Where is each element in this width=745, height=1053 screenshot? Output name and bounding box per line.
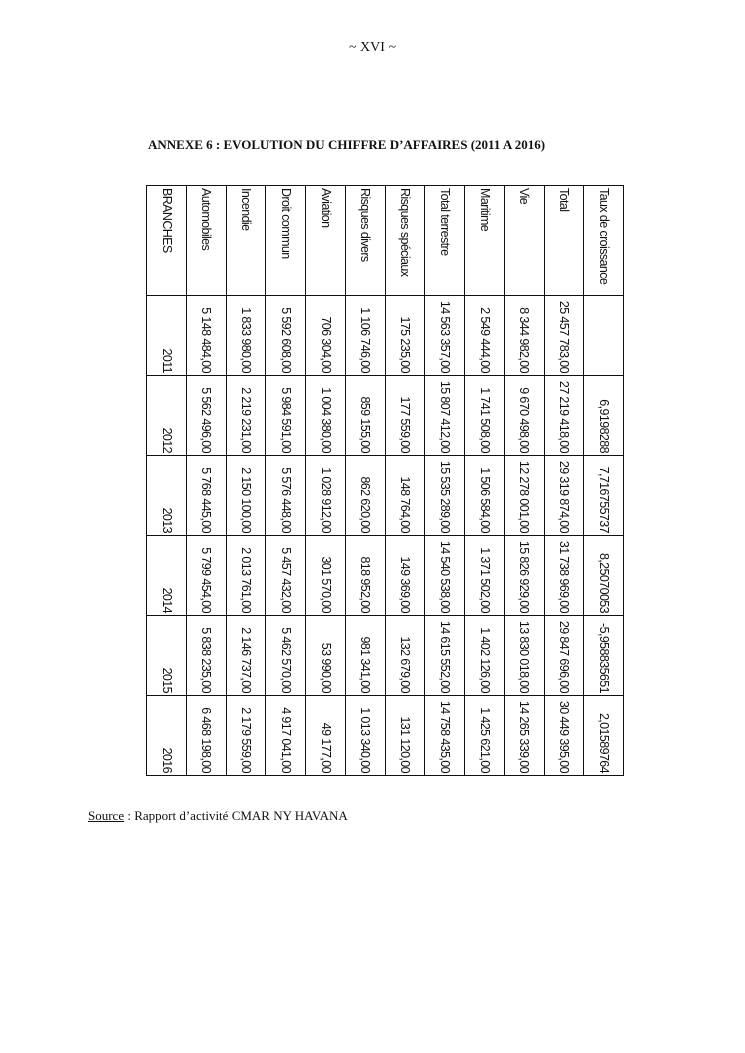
value-cell: 14 615 552,00 [425,616,465,696]
value-cell: 14 758 435,00 [425,696,465,776]
value-cell: 5 576 448,00 [266,456,306,536]
value-cell: 149 369,00 [385,536,425,616]
table-container [146,185,624,775]
value-cell: 1 833 980,00 [226,296,266,376]
table-row [186,186,226,776]
value-cell: 1 028 912,00 [306,456,346,536]
value-cell: 148 764,00 [385,456,425,536]
table-row [504,186,544,776]
value-cell: 5 148 484,00 [186,296,226,376]
value-cell: 5 838 235,00 [186,616,226,696]
value-cell: 1 106 746,00 [345,296,385,376]
branch-name: Total [544,186,584,296]
value-cell: 2 179 559,00 [226,696,266,776]
table-row [584,186,624,776]
value-cell: 8 344 982,00 [504,296,544,376]
value-cell: 5 768 445,00 [186,456,226,536]
value-cell: 31 738 969,00 [544,536,584,616]
value-cell: 5 462 570,00 [266,616,306,696]
value-cell: 14 540 538,00 [425,536,465,616]
value-cell: 13 830 018,00 [504,616,544,696]
header-branches: BRANCHES [147,186,187,296]
value-cell: 15 535 289,00 [425,456,465,536]
table-row [226,186,266,776]
value-cell: 27 219 418,00 [544,376,584,456]
table-row [385,186,425,776]
value-cell: 1 371 502,00 [465,536,505,616]
value-cell: 9 670 498,00 [504,376,544,456]
value-cell: 53 990,00 [306,616,346,696]
value-cell: 6 468 198,00 [186,696,226,776]
value-cell [584,296,624,376]
value-cell: 1 004 380,00 [306,376,346,456]
value-cell: 25 457 783,00 [544,296,584,376]
header-year: 2014 [147,536,187,616]
value-cell: 14 265 339,00 [504,696,544,776]
header-year: 2011 [147,296,187,376]
header-year: 2016 [147,696,187,776]
value-cell: 1 506 584,00 [465,456,505,536]
value-cell: 1 013 340,00 [345,696,385,776]
value-cell: 5 592 608,00 [266,296,306,376]
value-cell: 2,01589764 [584,696,624,776]
value-cell: 7,716755737 [584,456,624,536]
value-cell: 2 150 100,00 [226,456,266,536]
value-cell: 1 425 621,00 [465,696,505,776]
annex-title: ANNEXE 6 : EVOLUTION DU CHIFFRE D’AFFAIRES (2011 A 2016) [148,137,546,152]
table-row [465,186,505,776]
value-cell: 981 341,00 [345,616,385,696]
value-cell: 177 559,00 [385,376,425,456]
value-cell: 5 799 454,00 [186,536,226,616]
page-number: ~ XVI ~ [348,40,397,55]
branch-name: Maritime [465,186,505,296]
value-cell: 6,9198288 [584,376,624,456]
header-year: 2015 [147,616,187,696]
value-cell: 29 847 696,00 [544,616,584,696]
value-cell: 15 807 412,00 [425,376,465,456]
header-year: 2013 [147,456,187,536]
value-cell: 5 457 432,00 [266,536,306,616]
branch-name: Risques divers [345,186,385,296]
branch-name: Droit commun [266,186,306,296]
source-note [88,808,348,824]
value-cell: 862 620,00 [345,456,385,536]
value-cell: 12 278 001,00 [504,456,544,536]
value-cell: 706 304,00 [306,296,346,376]
value-cell: 132 679,00 [385,616,425,696]
branch-name: Vie [504,186,544,296]
table-row [345,186,385,776]
value-cell: 301 570,00 [306,536,346,616]
value-cell: 5 984 591,00 [266,376,306,456]
value-cell: 49 177,00 [306,696,346,776]
source-label: Source [88,808,125,823]
table-row [306,186,346,776]
value-cell: 2 146 737,00 [226,616,266,696]
branch-name: Automobiles [186,186,226,296]
table-row [266,186,306,776]
value-cell: 859 155,00 [345,376,385,456]
value-cell: 1 741 508,00 [465,376,505,456]
value-cell: -5,958835651 [584,616,624,696]
value-cell: 5 562 496,00 [186,376,226,456]
value-cell: 4 917 041,00 [266,696,306,776]
value-cell: 15 826 929,00 [504,536,544,616]
value-cell: 2 549 444,00 [465,296,505,376]
value-cell: 2 013 761,00 [226,536,266,616]
revenue-table [146,185,624,776]
value-cell: 818 952,00 [345,536,385,616]
value-cell: 175 235,00 [385,296,425,376]
value-cell: 2 219 231,00 [226,376,266,456]
value-cell: 131 120,00 [385,696,425,776]
branch-name: Risques spéciaux [385,186,425,296]
branch-name: Taux de croissance [584,186,624,296]
branch-name: Aviation [306,186,346,296]
header-year: 2012 [147,376,187,456]
value-cell: 8,25070053 [584,536,624,616]
value-cell: 1 402 126,00 [465,616,505,696]
table-row [425,186,465,776]
value-cell: 30 449 395,00 [544,696,584,776]
branch-name: Incendie [226,186,266,296]
header-row [147,186,187,776]
value-cell: 14 563 357,00 [425,296,465,376]
source-text: : Rapport d’activité CMAR NY HAVANA [124,808,348,823]
table-row [544,186,584,776]
branch-name: Total terrestre [425,186,465,296]
value-cell: 29 319 874,00 [544,456,584,536]
